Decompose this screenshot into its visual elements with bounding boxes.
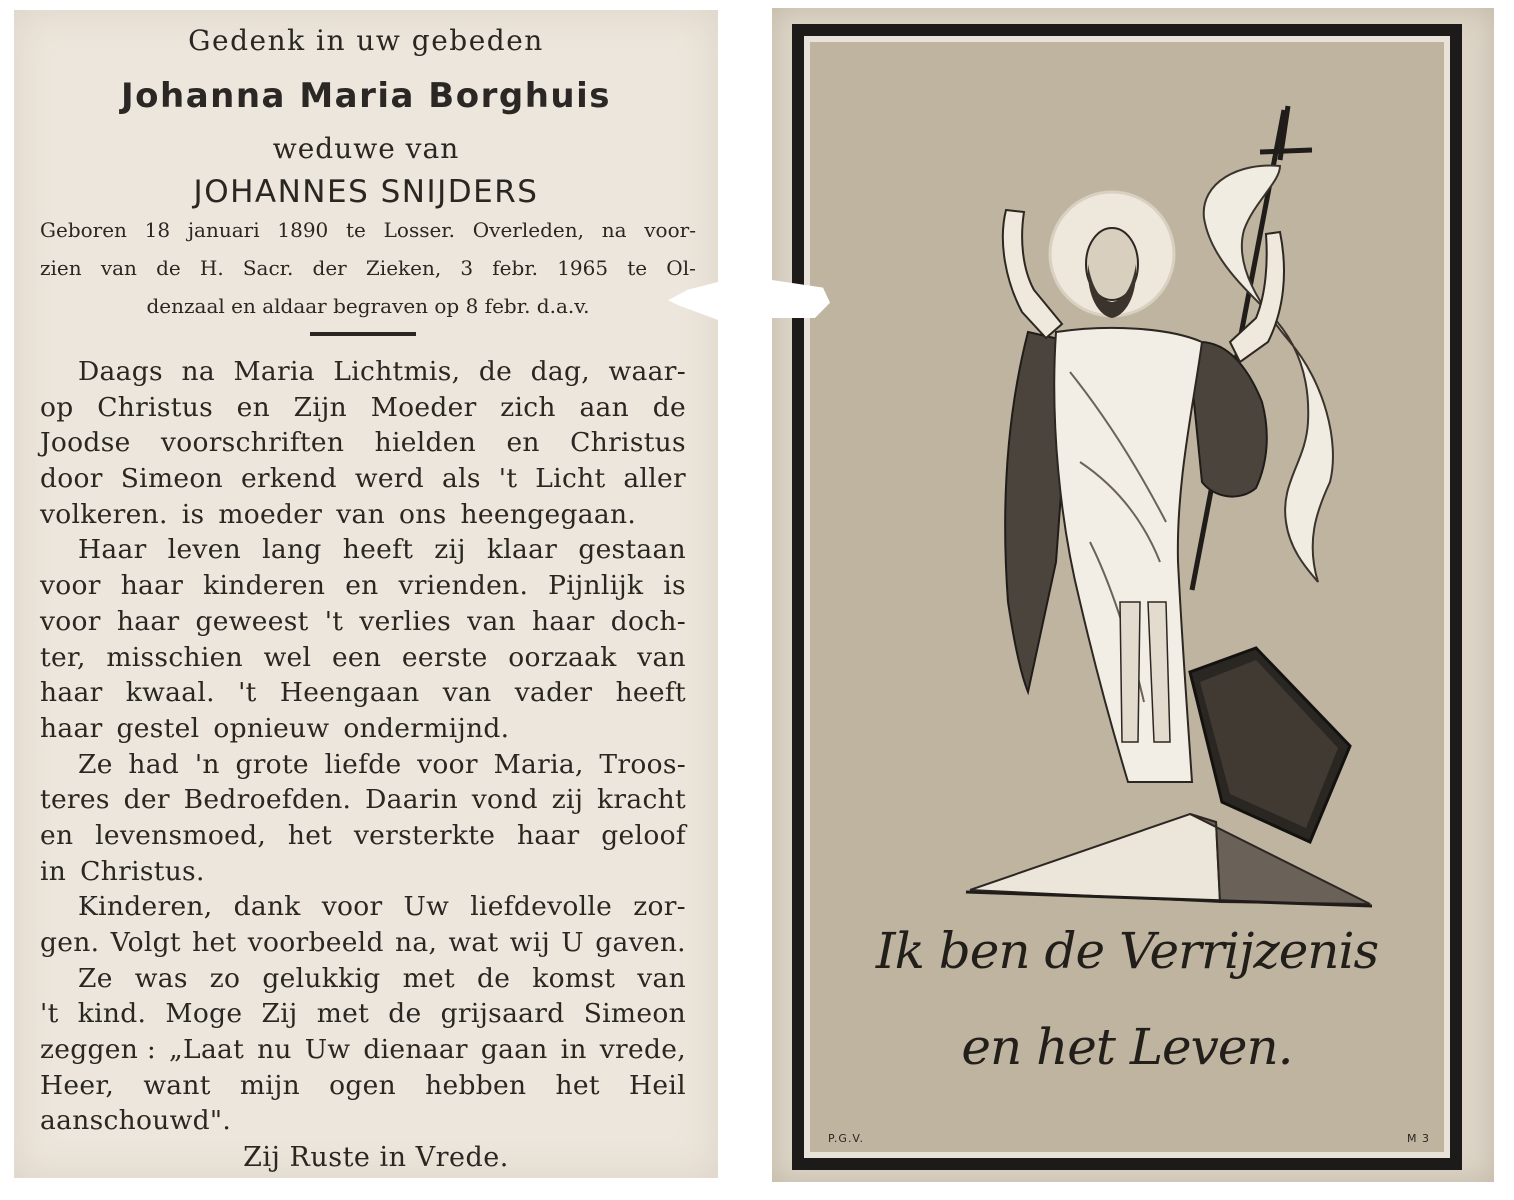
bio-word: zien: [40, 256, 82, 280]
body-word: dag,: [530, 356, 591, 387]
deceased-name: Johanna Maria Borghuis: [120, 76, 611, 116]
bio-word: te: [627, 256, 648, 280]
body-word: ogen: [329, 1069, 396, 1101]
body-word: het: [192, 927, 237, 958]
bio-word: Geboren: [40, 218, 127, 242]
body-line: [40, 461, 686, 497]
body-word: van: [637, 962, 686, 994]
body-word: erkend: [240, 463, 337, 495]
body-word: grijsaard: [440, 998, 565, 1030]
body-word: Licht: [535, 463, 606, 495]
body-word: de: [478, 356, 513, 387]
widow-of-line: weduwe van: [272, 132, 460, 165]
body-word: op: [40, 391, 74, 423]
body-word: zeggen :: [40, 1034, 157, 1066]
bio-line: [40, 256, 696, 294]
body-word: voorbeeld: [247, 927, 384, 958]
body-word: dienaar: [363, 1034, 468, 1066]
body-word: haar: [40, 712, 103, 744]
body-word: 't: [238, 677, 257, 709]
body-line: [40, 640, 686, 676]
body-word: kwaal.: [125, 677, 215, 709]
body-word: liefde: [324, 748, 402, 780]
body-word: van: [442, 677, 492, 709]
bio-word: Overleden,: [472, 218, 584, 242]
body-line: [40, 1032, 686, 1068]
body-word: voor: [417, 748, 478, 780]
body-line: [40, 604, 686, 640]
body-line: [40, 390, 686, 426]
inner-panel: [804, 36, 1450, 1158]
body-word: Maria,: [493, 748, 584, 780]
body-word: geweest: [195, 605, 309, 637]
printer-mark: P.G.V.: [828, 1132, 865, 1145]
body-word: volkeren.: [40, 498, 168, 530]
bio-word: de: [156, 256, 181, 280]
body-word: misschien: [106, 641, 243, 673]
body-word: Lichtmis,: [333, 356, 461, 387]
motto-line-1: Ik ben de Verrijzenis: [875, 922, 1379, 980]
body-line: [40, 747, 686, 783]
body-word: aan: [579, 391, 630, 423]
body-word: aller: [623, 463, 686, 495]
body-word: ter,: [40, 641, 86, 673]
body-word: Zijn: [293, 391, 348, 423]
body-word: doch-: [610, 605, 686, 637]
bio-word: denzaal en aldaar begraven op 8 febr. d.a.v.: [146, 294, 590, 318]
risen-christ-illustration: [810, 42, 1444, 1152]
body-word: gaan: [480, 1034, 548, 1066]
body-word: haar: [120, 570, 184, 602]
body-word: Christus.: [80, 855, 205, 887]
body-word: Zij: [261, 998, 298, 1030]
body-word: en: [345, 570, 379, 602]
body-word: moeder: [218, 498, 323, 530]
cross-bar-shape: [1260, 150, 1312, 152]
cape-right-shape: [1190, 342, 1267, 497]
body-word: in: [40, 855, 67, 887]
body-line: [40, 425, 686, 461]
body-word: Daags: [78, 356, 163, 387]
body-word: na: [181, 356, 215, 387]
body-word: Christus: [97, 391, 213, 423]
body-word: ondermijnd.: [343, 712, 510, 744]
body-word: na,: [394, 927, 438, 958]
body-word: grote: [235, 748, 309, 780]
body-word: haar: [40, 677, 103, 709]
body-word: „Laat: [169, 1034, 245, 1066]
body-word: haar: [516, 819, 580, 851]
body-word: komst: [532, 962, 616, 994]
body-word: een: [331, 641, 382, 673]
body-word: geloof: [601, 819, 686, 851]
body-word: Uw: [403, 891, 450, 923]
body-line: [40, 818, 686, 854]
body-word: 't: [324, 605, 344, 637]
closing-line: Zij Ruste in Vrede.: [243, 1142, 509, 1173]
body-line: [40, 782, 686, 818]
bio-word: Losser.: [383, 218, 456, 242]
body-word: en: [506, 427, 540, 459]
body-word: van: [336, 498, 386, 530]
body-word: voorschriften: [160, 427, 345, 459]
body-word: in: [560, 1034, 587, 1066]
bio-word: te: [346, 218, 366, 242]
body-line: [40, 497, 686, 533]
motto-line-2: en het Leven.: [961, 1018, 1293, 1076]
body-word: liefdevolle: [470, 891, 613, 923]
bio-word: 1965: [557, 256, 609, 280]
body-word: zor-: [633, 891, 686, 923]
body-line: [40, 1103, 686, 1139]
body-line: [40, 711, 686, 747]
body-word: Daarin: [365, 784, 458, 816]
husband-name: JOHANNES SNIJDERS: [193, 174, 539, 210]
body-word: haar: [116, 605, 180, 637]
body-word: wat: [448, 927, 499, 958]
body-word: waar-: [608, 356, 686, 387]
body-word: Heil: [629, 1069, 686, 1101]
bio-word: 18: [144, 218, 171, 242]
body-line: [40, 889, 686, 925]
body-word: opnieuw: [213, 712, 330, 744]
bio-word: van: [100, 256, 137, 280]
body-word: vader: [514, 677, 593, 709]
body-word: Kinderen,: [78, 891, 213, 923]
bio-line: [40, 218, 696, 256]
body-word: lang: [262, 534, 322, 566]
body-word: kracht: [597, 784, 686, 816]
body-word: levensmoed,: [95, 819, 267, 851]
body-line: [40, 961, 686, 997]
body-word: oorzaak: [508, 641, 617, 673]
body-word: door: [40, 463, 103, 495]
body-word: Joodse: [40, 427, 131, 459]
body-word: was: [134, 962, 188, 994]
body-word: en: [40, 819, 74, 851]
bio-word: januari: [187, 218, 260, 242]
body-word: voor: [40, 605, 101, 637]
body-word: heeft: [615, 677, 686, 709]
body-word: van: [637, 641, 686, 673]
body-line: [40, 675, 686, 711]
body-word: Moge: [165, 998, 243, 1030]
bio-word: Ol-: [666, 256, 696, 280]
body-word: wij: [509, 927, 551, 958]
body-word: als: [442, 463, 481, 495]
body-word: Moeder: [370, 391, 477, 423]
body-word: Simeon: [120, 463, 223, 495]
body-word: aanschouwd".: [40, 1105, 232, 1137]
body-word: haar: [532, 605, 595, 637]
body-word: vond: [471, 784, 538, 816]
body-word: met: [402, 962, 455, 994]
memorial-text: [40, 354, 686, 1139]
body-word: zij: [551, 784, 584, 816]
body-word: wel: [263, 641, 312, 673]
body-word: het: [555, 1069, 600, 1101]
body-word: U: [561, 927, 584, 958]
prayer-line: Gedenk in uw gebeden: [188, 24, 544, 57]
body-word: en: [236, 391, 271, 423]
body-word: Maria: [233, 356, 315, 387]
body-word: kind.: [77, 998, 147, 1030]
body-word: vrienden.: [398, 570, 529, 602]
body-word: vrede,: [599, 1034, 686, 1066]
tomb-base-light-shape: [970, 814, 1220, 902]
body-word: voor: [40, 570, 101, 602]
bio-word: voor-: [644, 218, 696, 242]
bio-word: 1890: [277, 218, 329, 242]
body-word: gestaan: [578, 534, 686, 566]
body-word: Haar: [78, 534, 147, 566]
body-word: klaar: [486, 534, 558, 566]
body-word: met: [316, 998, 370, 1030]
body-word: Troos-: [599, 748, 686, 780]
body-word: ons: [399, 498, 447, 530]
series-mark: M 3: [1407, 1132, 1430, 1145]
body-word: gen.: [40, 927, 100, 958]
bio-word: Sacr.: [242, 256, 294, 280]
body-word: Uw: [304, 1034, 351, 1066]
bio-line: [40, 294, 696, 332]
divider-rule: [310, 332, 416, 336]
body-word: 't: [40, 998, 59, 1030]
memorial-card-text: [14, 10, 718, 1178]
body-word: zich: [500, 391, 556, 423]
memorial-card-image: [772, 8, 1494, 1182]
body-word: Heengaan: [279, 677, 420, 709]
body-word: Simeon: [583, 998, 686, 1030]
bio-word: Zieken,: [365, 256, 442, 280]
black-border-frame: [792, 24, 1462, 1170]
body-word: nu: [257, 1034, 292, 1066]
body-word: van: [467, 605, 516, 637]
body-word: verlies: [359, 605, 452, 637]
bio-word: H.: [199, 256, 224, 280]
body-word: is: [181, 498, 205, 530]
body-word: het: [287, 819, 333, 851]
body-word: voor: [321, 891, 383, 923]
body-word: werd: [354, 463, 425, 495]
body-word: 't: [498, 463, 518, 495]
bio-word: febr.: [492, 256, 539, 280]
body-word: kinderen: [203, 570, 326, 602]
body-word: leven: [167, 534, 242, 566]
body-word: Pijnlijk: [548, 570, 644, 602]
bio-word: 3: [460, 256, 474, 280]
body-word: de: [652, 391, 686, 423]
body-word: gestel: [116, 712, 200, 744]
body-word: gaven.: [595, 927, 686, 958]
body-word: Ze: [78, 962, 113, 994]
body-word: is: [663, 570, 686, 602]
biographical-details: [40, 218, 696, 332]
body-word: heeft: [342, 534, 414, 566]
body-word: mijn: [239, 1069, 300, 1101]
body-word: gelukkig: [262, 962, 381, 994]
body-word: had: [128, 748, 180, 780]
body-word: want: [143, 1069, 211, 1101]
body-line: [40, 996, 686, 1032]
body-word: der: [123, 784, 170, 816]
body-word: teres: [40, 784, 110, 816]
body-word: hebben: [425, 1069, 527, 1101]
body-line: [40, 354, 686, 390]
body-line: [40, 1068, 686, 1104]
body-word: zij: [434, 534, 466, 566]
bio-word: der: [312, 256, 347, 280]
body-word: eerste: [401, 641, 488, 673]
body-line: [40, 925, 686, 961]
body-word: Heer,: [40, 1069, 115, 1101]
body-line: [40, 568, 686, 604]
body-word: Christus: [570, 427, 686, 459]
body-word: zo: [209, 962, 241, 994]
body-word: Bedroefden.: [183, 784, 352, 816]
body-word: heengegaan.: [460, 498, 637, 530]
bio-word: na: [601, 218, 627, 242]
picture-area: [810, 42, 1444, 1152]
body-line: [40, 532, 686, 568]
body-line: [40, 854, 686, 890]
body-word: 'n: [194, 748, 220, 780]
body-word: Ze: [78, 748, 113, 780]
body-word: de: [388, 998, 422, 1030]
body-word: versterkte: [353, 819, 496, 851]
body-word: Volgt: [110, 927, 181, 958]
body-word: hielden: [374, 427, 477, 459]
body-word: dank: [233, 891, 301, 923]
body-word: de: [476, 962, 511, 994]
